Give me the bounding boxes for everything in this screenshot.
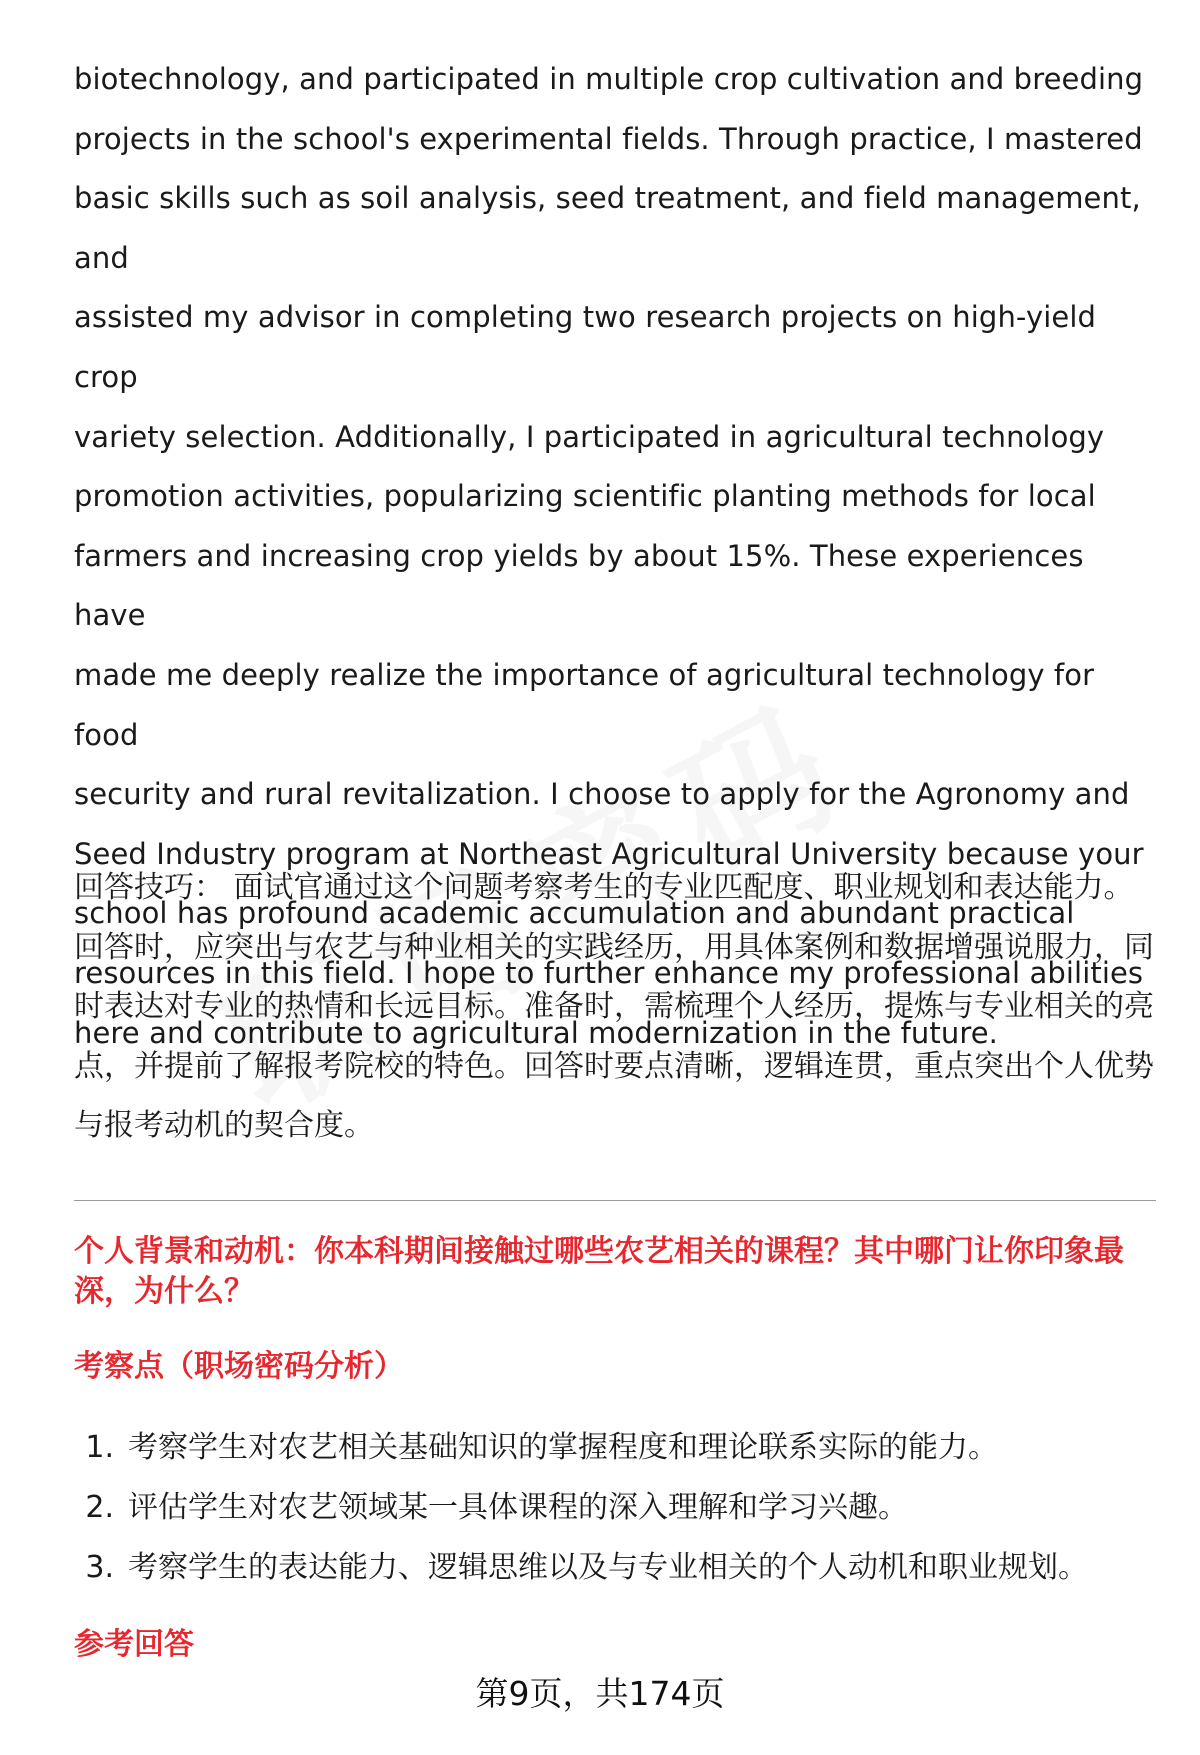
answer-tips — [74, 858, 1156, 1156]
list-item-number: 2. — [85, 1490, 114, 1525]
list-item — [74, 1538, 1156, 1598]
answer-paragraph: biotechnology, and participated in multiple crop cultivation and breeding projects in the school's experimental fields. Through practice, I mastered basic skills such as soil analysis, seed treatment, and field management, and assisted my advisor in completing two research projects on high-yield crop variety selection. Additionally, I participated in agricultural technology promotion activities, popularizing scientific planting methods for local farmers and increasing crop yields by about 15%. These experiences have made me deeply realize the importance of agricultural technology for food security and rural revitalization. I choose to apply for the Agronomy and Seed Industry program at Northeast Agricultural University because your school has profound academic accumulation and abundant practical resources in this field. I hope to further enhance my professional abilities here and contribute to agricultural modernization in the future. — [74, 62, 1144, 1050]
list-item — [74, 1478, 1156, 1538]
list-item-number: 1. — [85, 1430, 114, 1465]
list-item — [74, 1418, 1156, 1478]
exam-points-heading: 考察点（职场密码分析） — [74, 1349, 404, 1384]
list-item-text: 考察学生对农艺相关基础知识的掌握程度和理论联系实际的能力。 — [128, 1430, 998, 1465]
reference-answer-heading: 参考回答 — [74, 1627, 194, 1662]
tips-text: 面试官通过这个问题考察考生的专业匹配度、职业规划和表达能力。回答时，应突出与农艺与种业相关的实践经历，用具体案例和数据增强说服力，同时表达对专业的热情和长远目标。准备时，需梳理个人经历，提炼与专业相关的亮点，并提前了解报考院校的特色。回答时要点清晰，逻辑连贯，重点突出个人优势与报考动机的契合度。 — [74, 870, 1154, 1143]
list-item-number: 3. — [85, 1550, 114, 1585]
list-item-text: 考察学生的表达能力、逻辑思维以及与专业相关的个人动机和职业规划。 — [128, 1550, 1088, 1585]
list-item-text: 评估学生对农艺领域某一具体课程的深入理解和学习兴趣。 — [128, 1490, 908, 1525]
exam-points-list — [74, 1418, 1156, 1598]
page-number: 第9页，共174页 — [475, 1674, 725, 1713]
section-divider — [74, 1200, 1156, 1201]
question-title: 个人背景和动机：你本科期间接触过哪些农艺相关的课程？其中哪门让你印象最深，为什么？ — [74, 1234, 1124, 1309]
tips-label: 回答技巧： — [74, 870, 224, 905]
